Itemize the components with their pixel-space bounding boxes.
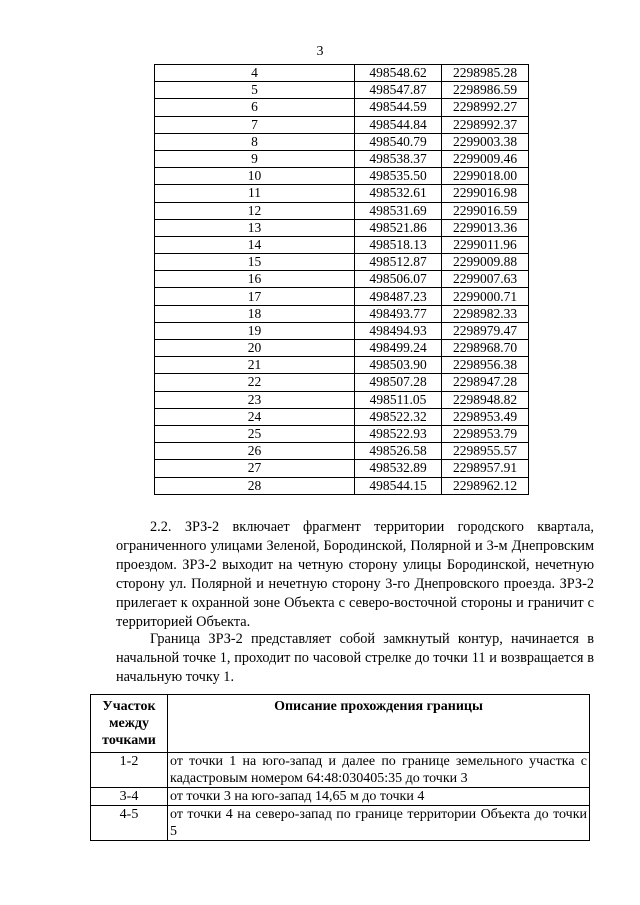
header-description: Описание прохождения границы [168, 695, 590, 753]
table-row [155, 391, 529, 408]
point-number: 24 [155, 408, 355, 425]
table-row [155, 340, 529, 357]
table-row [91, 806, 590, 841]
coordinate-x: 498531.69 [355, 202, 442, 219]
coordinates-table-body [155, 65, 529, 495]
point-number: 19 [155, 322, 355, 339]
point-number: 23 [155, 391, 355, 408]
coordinates-table [154, 64, 529, 495]
coordinate-y: 2299018.00 [442, 168, 529, 185]
coordinate-x: 498522.32 [355, 408, 442, 425]
coordinate-x: 498493.77 [355, 305, 442, 322]
section-2-2-paragraph: 2.2. ЗРЗ-2 включает фрагмент территории городского квартала, ограниченного улицами Зеленой, Бородинской, Полярной и 3-м Днепровским проездом. ЗРЗ-2 выходит на четную сторону улицы Бородинской, нечетную сторону ул. Полярной и нечетную сторону 3-го Днепровского проезда. ЗРЗ-2 прилегает к охранной зоне Объекта с северо-восточной стороны и граничит с территорией Объекта. [116, 519, 594, 630]
table-row [155, 219, 529, 236]
segment-cell: 1-2 [91, 753, 168, 788]
table-row [91, 788, 590, 806]
coordinate-y: 2298979.47 [442, 322, 529, 339]
description-cell: от точки 1 на юго-запад и далее по границе земельного участка с кадастровым номером 64:48:030405:35 до точки 3 [168, 753, 590, 788]
coordinate-y: 2298986.59 [442, 82, 529, 99]
coordinate-x: 498544.84 [355, 116, 442, 133]
description-table-header [91, 695, 590, 753]
table-row [155, 460, 529, 477]
table-row [155, 357, 529, 374]
table-row [91, 753, 590, 788]
point-number: 25 [155, 425, 355, 442]
description-cell: от точки 4 на северо-запад по границе территории Объекта до точки 5 [168, 806, 590, 841]
point-number: 20 [155, 340, 355, 357]
coordinate-y: 2299013.36 [442, 219, 529, 236]
table-row [155, 305, 529, 322]
coordinate-x: 498499.24 [355, 340, 442, 357]
table-row [155, 408, 529, 425]
coordinate-x: 498544.15 [355, 477, 442, 494]
coordinate-y: 2298956.38 [442, 357, 529, 374]
point-number: 5 [155, 82, 355, 99]
point-number: 8 [155, 133, 355, 150]
point-number: 21 [155, 357, 355, 374]
coordinate-x: 498548.62 [355, 65, 442, 82]
segment-cell: 4-5 [91, 806, 168, 841]
coordinate-x: 498494.93 [355, 322, 442, 339]
table-row [155, 82, 529, 99]
table-row [155, 443, 529, 460]
segment-cell: 3-4 [91, 788, 168, 806]
coordinate-x: 498547.87 [355, 82, 442, 99]
coordinate-y: 2298982.33 [442, 305, 529, 322]
coordinate-y: 2299016.98 [442, 185, 529, 202]
point-number: 15 [155, 254, 355, 271]
point-number: 27 [155, 460, 355, 477]
coordinate-x: 498532.61 [355, 185, 442, 202]
coordinate-y: 2299009.46 [442, 150, 529, 167]
header-segment: Участок между точками [91, 695, 168, 753]
point-number: 14 [155, 236, 355, 253]
point-number: 4 [155, 65, 355, 82]
coordinate-y: 2298955.57 [442, 443, 529, 460]
table-row [155, 202, 529, 219]
table-row [155, 99, 529, 116]
coordinate-x: 498487.23 [355, 288, 442, 305]
point-number: 6 [155, 99, 355, 116]
coordinate-y: 2298947.28 [442, 374, 529, 391]
coordinate-y: 2298968.70 [442, 340, 529, 357]
description-cell: от точки 3 на юго-запад 14,65 м до точки 4 [168, 788, 590, 806]
coordinate-y: 2299003.38 [442, 133, 529, 150]
point-number: 9 [155, 150, 355, 167]
table-row [155, 116, 529, 133]
coordinate-x: 498507.28 [355, 374, 442, 391]
point-number: 17 [155, 288, 355, 305]
page-number: 3 [316, 44, 324, 59]
coordinate-x: 498538.37 [355, 150, 442, 167]
coordinate-x: 498522.93 [355, 425, 442, 442]
table-row [155, 271, 529, 288]
coordinate-y: 2298962.12 [442, 477, 529, 494]
point-number: 11 [155, 185, 355, 202]
coordinate-y: 2298953.49 [442, 408, 529, 425]
point-number: 28 [155, 477, 355, 494]
table-row [155, 150, 529, 167]
table-row [155, 133, 529, 150]
coordinate-y: 2298948.82 [442, 391, 529, 408]
coordinate-x: 498526.58 [355, 443, 442, 460]
point-number: 10 [155, 168, 355, 185]
point-number: 12 [155, 202, 355, 219]
coordinate-y: 2299016.59 [442, 202, 529, 219]
coordinate-y: 2298992.27 [442, 99, 529, 116]
table-row [155, 425, 529, 442]
point-number: 18 [155, 305, 355, 322]
table-row [155, 65, 529, 82]
coordinate-x: 498521.86 [355, 219, 442, 236]
coordinate-y: 2298985.28 [442, 65, 529, 82]
coordinate-x: 498535.50 [355, 168, 442, 185]
table-row [155, 288, 529, 305]
coordinate-x: 498512.87 [355, 254, 442, 271]
table-row [155, 236, 529, 253]
table-row [155, 254, 529, 271]
table-row [155, 374, 529, 391]
table-row [155, 477, 529, 494]
point-number: 22 [155, 374, 355, 391]
boundary-description-table [90, 694, 590, 841]
table-row [155, 322, 529, 339]
coordinate-x: 498544.59 [355, 99, 442, 116]
coordinate-y: 2298957.91 [442, 460, 529, 477]
coordinate-y: 2299007.63 [442, 271, 529, 288]
point-number: 7 [155, 116, 355, 133]
point-number: 16 [155, 271, 355, 288]
coordinate-y: 2299009.88 [442, 254, 529, 271]
coordinate-x: 498518.13 [355, 236, 442, 253]
coordinate-y: 2299011.96 [442, 236, 529, 253]
coordinate-y: 2298953.79 [442, 425, 529, 442]
coordinate-x: 498503.90 [355, 357, 442, 374]
coordinate-y: 2298992.37 [442, 116, 529, 133]
description-table-body [91, 753, 590, 841]
point-number: 13 [155, 219, 355, 236]
coordinate-x: 498506.07 [355, 271, 442, 288]
coordinate-x: 498511.05 [355, 391, 442, 408]
boundary-paragraph: Граница ЗРЗ-2 представляет собой замкнутый контур, начинается в начальной точке 1, проходит по часовой стрелке до точки 11 и возвращается в начальную точку 1. [116, 631, 594, 685]
coordinate-x: 498540.79 [355, 133, 442, 150]
coordinate-x: 498532.89 [355, 460, 442, 477]
coordinate-y: 2299000.71 [442, 288, 529, 305]
table-row [155, 168, 529, 185]
table-row [155, 185, 529, 202]
point-number: 26 [155, 443, 355, 460]
